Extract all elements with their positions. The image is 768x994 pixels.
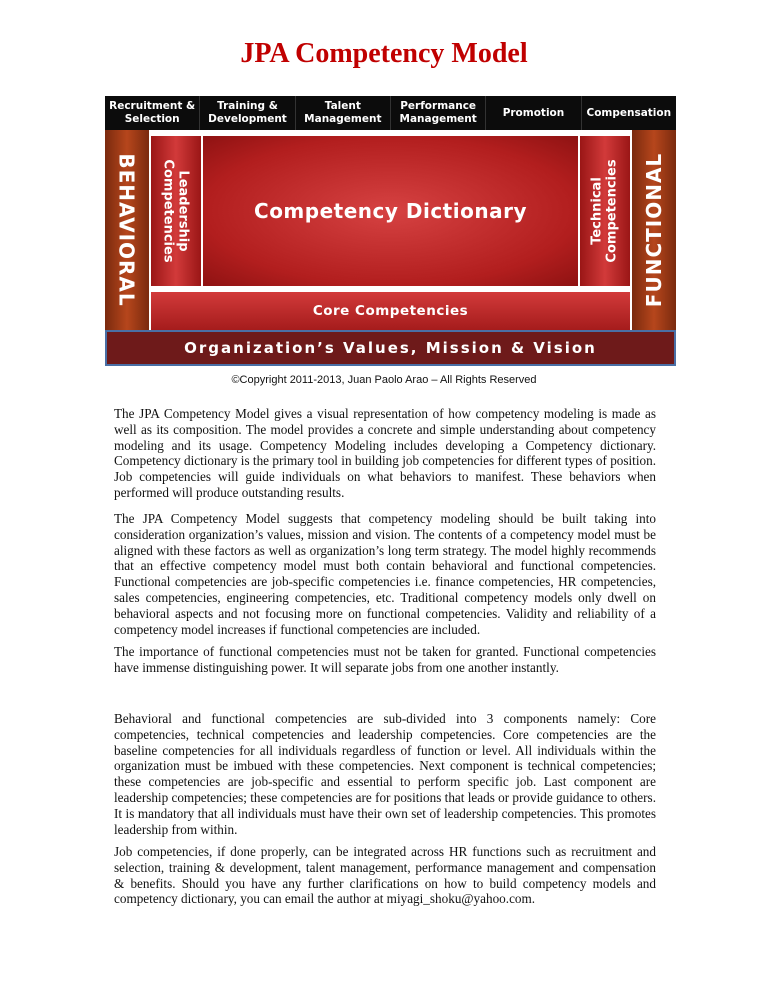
paragraph: The JPA Competency Model gives a visual representation of how competency modeling is made as well as its composition. The model provides a concrete and simple understanding about competency modeling and its usage. Competency Modeling includes developing a Competency dictionary. Competency dictionary is the primary tool in building job competencies for different types of position. Job competencies will guide individuals on what behaviors to manifest. These behaviors when performed will produce outstanding results. bbox=[114, 406, 656, 500]
hr-function-training: Training & Development bbox=[200, 96, 295, 130]
paragraph: The importance of functional competencies must not be taken for granted. Functional competencies have immense distinguishing power. It will separate jobs from one another instantly. bbox=[114, 644, 656, 675]
hr-function-promotion: Promotion bbox=[486, 96, 581, 130]
hr-functions-bar bbox=[105, 96, 676, 130]
paragraph: Job competencies, if done properly, can be integrated across HR functions such as recruitment and selection, training & development, talent management, performance management and compensation & benefits. Should you have any further clarifications on how to build competency models and competency dictionary, you can email the author at miyagi_shoku@yahoo.com. bbox=[114, 844, 656, 907]
hr-function-performance: Performance Management bbox=[391, 96, 486, 130]
competency-dictionary-block: Competency Dictionary bbox=[203, 136, 578, 286]
technical-block bbox=[580, 136, 630, 286]
copyright-line: ©Copyright 2011-2013, Juan Paolo Arao – All Rights Reserved bbox=[231, 374, 537, 386]
hr-function-compensation: Compensation bbox=[586, 106, 672, 119]
behavioral-label: BEHAVIORAL bbox=[115, 153, 139, 307]
functional-pillar bbox=[632, 130, 676, 330]
behavioral-pillar bbox=[105, 130, 149, 330]
foundation-block: Organization’s Values, Mission & Vision bbox=[105, 330, 676, 366]
leadership-block bbox=[151, 136, 201, 286]
core-competencies-block: Core Competencies bbox=[151, 292, 630, 330]
hr-function-talent: Talent Management bbox=[296, 96, 391, 130]
competency-model-diagram bbox=[105, 96, 676, 366]
hr-function-recruitment: Recruitment & Selection bbox=[105, 96, 200, 130]
paragraph: The JPA Competency Model suggests that competency modeling should be built taking into consideration organization’s values, mission and vision. The contents of a competency model must be aligned with these factors as well as organization’s long term strategy. The model highly recommends that an effective competency model must both contain behavioral and functional competencies. Functional competencies are job-specific competencies i.e. finance competencies, HR competencies, sales competencies, engineering competencies, etc. Traditional competency models only dwell on behavioral aspects and not focusing more on functional competencies. Validity and reliability of a competency model increases if functional competencies are included. bbox=[114, 511, 656, 637]
technical-label: Technical Competencies bbox=[590, 159, 621, 263]
page-title: JPA Competency Model bbox=[240, 38, 528, 69]
paragraph: Behavioral and functional competencies are sub-divided into 3 components namely: Core competencies, technical competencies and leadership competencies. Core competencies are the baseline competencies for all individuals regardless of function or level. All individuals within the organization must be imbued with these competencies. Next component is technical competencies; these competencies are job-specific and essential to perform specific job. Last component are leadership competencies; these competencies are for positions that leads or provide guidance to others. It is mandatory that all individuals must have their own set of leadership competencies. This promotes leadership from within. bbox=[114, 711, 656, 837]
functional-label: FUNCTIONAL bbox=[642, 152, 666, 308]
leadership-label: Leadership Competencies bbox=[161, 159, 191, 263]
